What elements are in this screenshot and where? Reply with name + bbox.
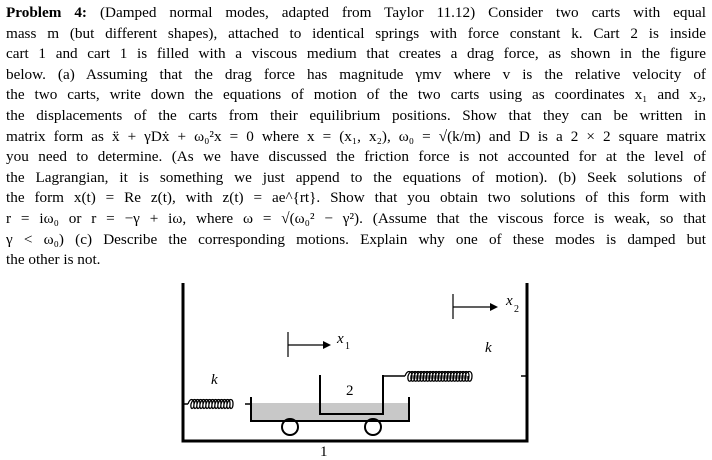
problem-line-10: the form x(t) = Re z(t), with z(t) = ae^{rt}. Show that you obtain two solutions of this form with <box>6 189 706 207</box>
problem-line-2: mass m (but different shapes), attached to identical springs with force constant k. Cart 2 is inside <box>6 24 706 42</box>
problem-line-3: cart 1 and cart 1 is filled with a viscous medium that creates a drag force, as shown in the figure <box>6 45 706 63</box>
problem-line-5: the two carts, write down the equations of motion of the two carts using as coordinates x₁ and x₂, <box>6 86 706 104</box>
viscous-medium <box>252 403 408 420</box>
cart-1-label: 1 <box>320 444 328 460</box>
left-spring <box>183 400 251 409</box>
problem-line-7: matrix form as ẍ + γDẋ + ω₀²x = 0 where x = (x₁, x₂), ω₀ = √(k/m) and D is a 2 × 2 square matrix <box>6 127 706 145</box>
problem-line-text: (Damped normal modes, adapted from Taylor 11.12) Consider two carts with equal <box>99 4 706 21</box>
carts-figure <box>0 270 712 460</box>
problem-line-12: γ < ω₀) (c) Describe the corresponding motions. Explain why one of these modes is damped but <box>6 230 706 248</box>
problem-label: Problem 4: <box>6 4 87 21</box>
x2-arrow <box>453 294 498 319</box>
problem-line-9: the Lagrangian, it is something we just append to the equations of motion). (b) Seek solutions of <box>6 168 706 186</box>
right-spring <box>405 372 527 382</box>
x1-label: x <box>337 331 344 347</box>
x1-subscript: 1 <box>345 341 350 352</box>
cart-2-label: 2 <box>346 383 354 399</box>
problem-line-1 <box>6 3 706 24</box>
problem-line-11: r = iω₀ or r = −γ + iω, where ω = √(ω₀² − γ²). (Assume that the viscous force is weak, so that <box>6 209 706 227</box>
problem-line-13: the other is not. <box>6 251 101 269</box>
problem-line-4: below. (a) Assuming that the drag force has magnitude γmv where v is the relative velocity of <box>6 65 706 83</box>
problem-statement <box>6 3 706 271</box>
left-spring-label: k <box>211 372 218 388</box>
problem-line-6: the displacements of the carts from their equilibrium positions. Show that they can be written in <box>6 106 706 124</box>
x1-arrow <box>288 332 331 357</box>
x2-label: x <box>506 293 513 309</box>
problem-line-8: you need to determine. (As we have discussed the friction force is not accounted for at the level of <box>6 148 706 166</box>
right-spring-label: k <box>485 340 492 356</box>
x2-subscript: 2 <box>514 304 519 315</box>
